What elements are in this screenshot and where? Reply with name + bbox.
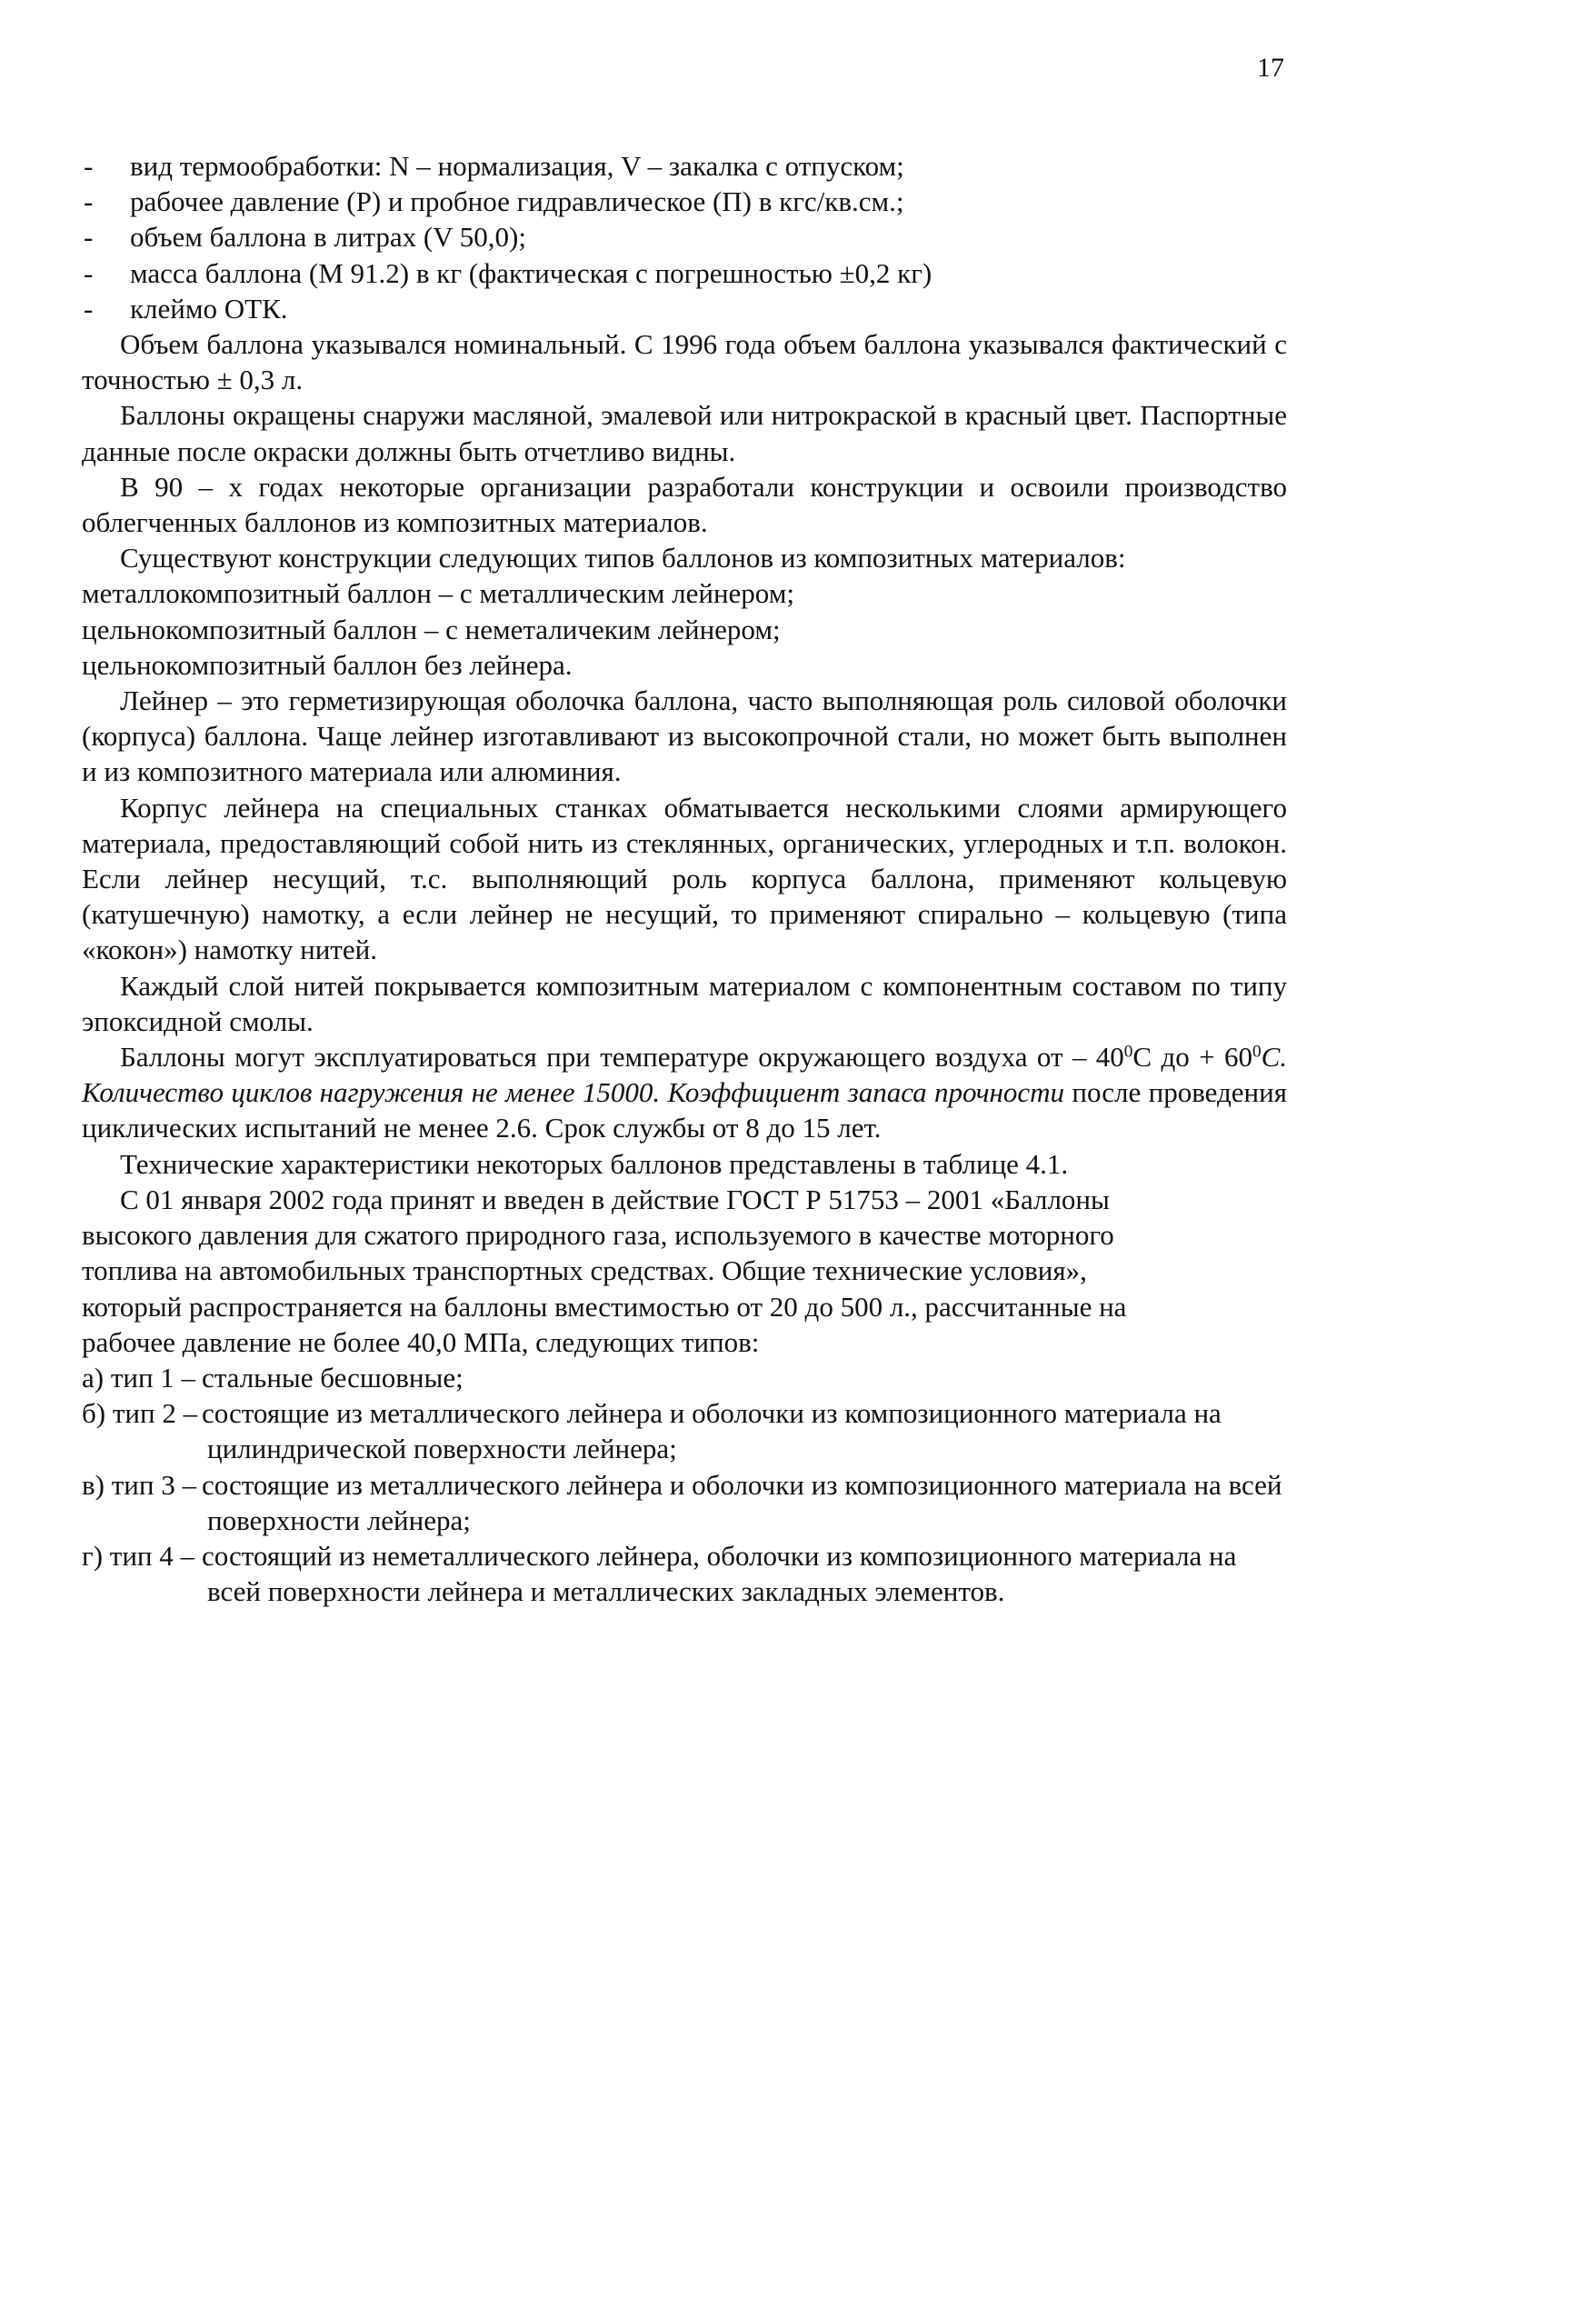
list-item xyxy=(82,1395,1287,1466)
type-text: состоящий из неметаллического лейнера, оболочки из композиционного материала на всей поверхности лейнера и металлических закладных элементов. xyxy=(202,1539,1237,1608)
list-item-text: клеймо ОТК. xyxy=(130,292,288,325)
list-item-text: вид термообработки: N – нормализация, V – закалка с отпуском; xyxy=(130,150,904,182)
paragraph-liner: Лейнер – это герметизирующая оболочка баллона, часто выполняющая роль силовой оболочки (корпуса) баллона. Чаще лейнер изготавливают из высокопрочной стали, но может быть выполнен и из композитного материала или алюминия. xyxy=(82,684,1287,788)
list-item-text: рабочее давление (Р) и пробное гидравлическое (П) в кгс/кв.см.; xyxy=(130,185,904,218)
gost-line: рабочее давление не более 40,0 МПа, следующих типов: xyxy=(82,1325,760,1358)
type-label: б) тип 2 – xyxy=(82,1397,198,1430)
paragraph-table-ref: Технические характеристики некоторых баллонов представлены в таблице 4.1. xyxy=(120,1147,1069,1180)
list-item xyxy=(82,219,1287,255)
list-item-text: масса баллона (М 91.2) в кг (фактическая с погрешностью ±0,2 кг) xyxy=(130,256,933,289)
list-item xyxy=(82,1467,1287,1538)
list-item xyxy=(82,291,1287,326)
gost-line: С 01 января 2002 года принят и введен в действие ГОСТ Р 51753 – 2001 «Баллоны xyxy=(120,1183,1110,1215)
temperature-text: Баллоны могут эксплуатироваться при температуре окружающего воздуха от – 40 xyxy=(120,1041,1124,1074)
gost-line: высокого давления для сжатого природного газа, используемого в качестве моторного xyxy=(82,1219,1114,1252)
temperature-text: С до + 60 xyxy=(1132,1041,1252,1074)
paragraph-temperature xyxy=(82,1039,1287,1146)
page-content xyxy=(82,148,1287,1609)
composite-type-line: цельнокомпозитный баллон без лейнера. xyxy=(82,648,573,681)
list-item xyxy=(82,148,1287,184)
degree-mark: 0 xyxy=(1252,1042,1262,1062)
type-label: в) тип 3 – xyxy=(82,1468,196,1501)
gost-type-list xyxy=(82,1360,1287,1609)
list-dash: - xyxy=(84,256,94,289)
composite-type-line: цельнокомпозитный баллон – с неметаличеким лейнером; xyxy=(82,613,781,645)
composite-type-line: металлокомпозитный баллон – с металлическим лейнером; xyxy=(82,577,794,610)
paragraph-types-intro: Существуют конструкции следующих типов баллонов из композитных материалов: xyxy=(120,542,1126,575)
type-text: состоящие из металлического лейнера и оболочки из композиционного материала на всей поверхности лейнера; xyxy=(202,1468,1282,1536)
paragraph-resin: Каждый слой нитей покрывается композитным материалом с компонентным составом по типу эпоксидной смолы. xyxy=(82,969,1287,1037)
list-dash: - xyxy=(84,150,94,182)
list-item xyxy=(82,1360,1287,1395)
paragraph-painting: Баллоны окращены снаружи масляной, эмалевой или нитрокраской в красный цвет. Паспортные данные после окраски должны быть отчетливо видны. xyxy=(82,399,1287,467)
gost-line: который распространяется на баллоны вместимостью от 20 до 500 л., рассчитанные на xyxy=(82,1290,1127,1323)
list-item xyxy=(82,255,1287,291)
list-dash: - xyxy=(84,221,94,254)
service-life-text: после проведения циклических испытаний не менее 2.6. Срок службы от 8 до 15 лет. xyxy=(82,1076,1287,1144)
type-text: состоящие из металлического лейнера и оболочки из композиционного материала на цилиндрической поверхности лейнера; xyxy=(202,1397,1222,1465)
list-dash: - xyxy=(84,292,94,325)
list-dash: - xyxy=(84,185,94,218)
type-label: г) тип 4 – xyxy=(82,1539,195,1572)
paragraph-nineties: В 90 – х годах некоторые организации разработали конструкции и освоили производство облегченных баллонов из композитных материалов. xyxy=(82,470,1287,539)
list-item xyxy=(82,184,1287,219)
list-item-text: объем баллона в литрах (V 50,0); xyxy=(130,221,526,254)
type-label: а) тип 1 – xyxy=(82,1361,196,1394)
page-number: 17 xyxy=(1257,53,1284,83)
cycles-text: С. Количество циклов нагружения не менее 15000. Коэффициент запаса прочности xyxy=(82,1041,1287,1109)
degree-mark: 0 xyxy=(1123,1042,1133,1062)
type-text: стальные бесшовные; xyxy=(202,1361,464,1394)
gost-line: топлива на автомобильных транспортных средствах. Общие технические условия», xyxy=(82,1254,1087,1287)
marking-list xyxy=(82,148,1287,326)
paragraph-winding: Корпус лейнера на специальных станках обматывается несколькими слоями армирующего материала, предоставляющий собой нить из стеклянных, органических, углеродных и т.п. волокон. Если лейнер несущий, т.с. выполняющий роль корпуса баллона, применяют кольцевую (катушечную) намотку, а если лейнер не несущий, то применяют спирально – кольцевую (типа «кокон») намотку нитей. xyxy=(82,791,1287,966)
list-item xyxy=(82,1538,1287,1609)
paragraph-volume-note: Объем баллона указывался номинальный. С 1996 года объем баллона указывался фактический с точностью ± 0,3 л. xyxy=(82,328,1287,396)
